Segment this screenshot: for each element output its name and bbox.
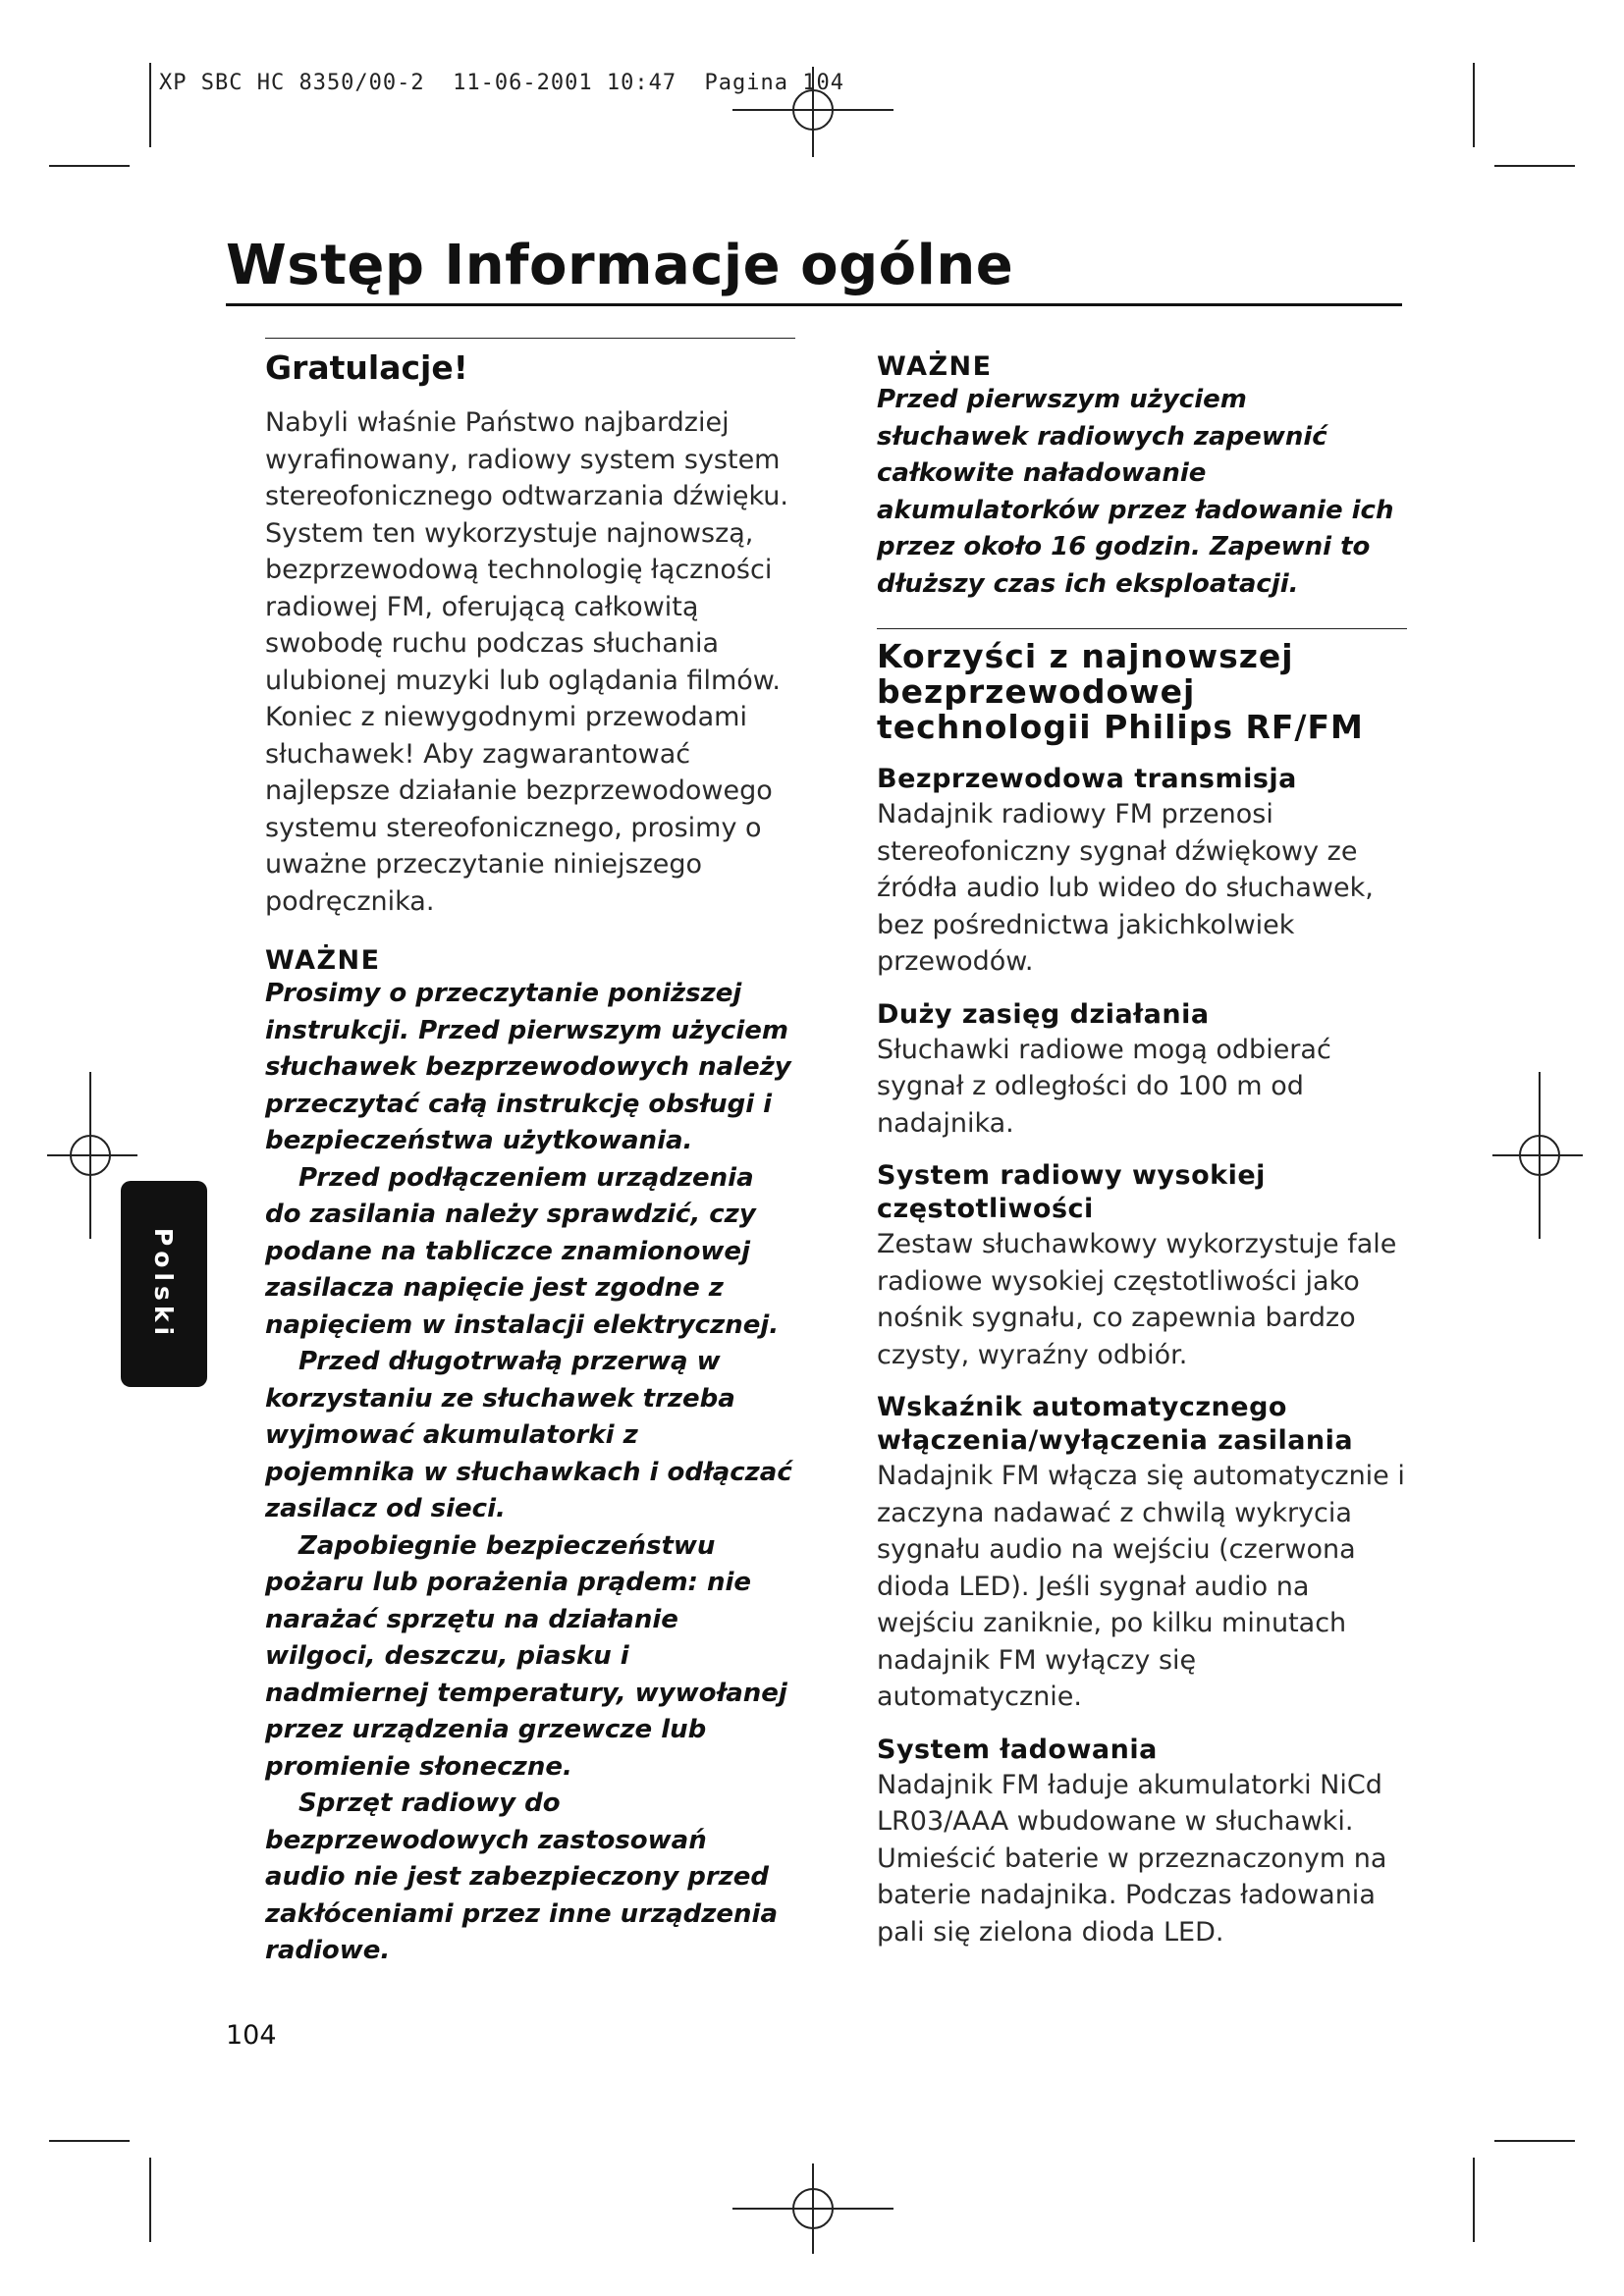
- feature-section: [877, 1734, 1407, 1951]
- feature-title: System ładowania: [877, 1734, 1158, 1765]
- important-heading: WAŻNE: [877, 351, 993, 382]
- important-paragraph: Przed długotrwałą przerwą w korzystaniu ze słuchawek trzeba wyjmować akumulatorki z pojemnika w słuchawkach i odłączać zasilacz od sieci.: [265, 1347, 792, 1523]
- registration-mark-bottom: [732, 2160, 893, 2258]
- left-column: [265, 338, 795, 1970]
- language-tab: [121, 1181, 207, 1387]
- feature-section: [877, 1391, 1407, 1716]
- crop-mark-bottom-left-v: [149, 2158, 151, 2242]
- feature-text: Nadajnik FM ładuje akumulatorki NiCd LR03/AAA wbudowane w słuchawki. Umieścić baterie w przeznaczonym na baterie nadajnika. Podczas ładowania pali się zielona dioda LED.: [877, 1769, 1387, 1948]
- section-rule: [877, 628, 1407, 629]
- feature-text: Zestaw słuchawkowy wykorzystuje fale radiowe wysokiej częstotliwości jako nośnik sygnału, co zapewnia bardzo czysty, wyraźny odbiór.: [877, 1229, 1397, 1370]
- feature-title: Bezprzewodowa transmisja: [877, 764, 1297, 794]
- registration-mark-right: [1489, 1072, 1587, 1239]
- feature-title: Wskaźnik automatycznego włączenia/wyłączenia zasilania: [877, 1392, 1354, 1456]
- charging-notice: [877, 351, 1407, 603]
- crop-mark-top-right-h: [1494, 165, 1575, 167]
- section-rule: [265, 338, 795, 339]
- feature-text: Słuchawki radiowe mogą odbierać sygnał z odległości do 100 m od nadajnika.: [877, 1034, 1331, 1139]
- important-notice: [265, 945, 795, 1970]
- benefits-heading: Korzyści z najnowszej bezprzewodowej technologii Philips RF/FM: [877, 637, 1364, 746]
- feature-title: System radiowy wysokiej częstotliwości: [877, 1160, 1266, 1224]
- registration-mark-top: [732, 63, 893, 161]
- print-slug: XP SBC HC 8350/00-2 11-06-2001 10:47 Pagina 104: [159, 71, 845, 95]
- important-paragraph: Prosimy o przeczytanie poniższej instrukcji. Przed pierwszym użyciem słuchawek bezprzewodowych należy przeczytać całą instrukcję obsługi i bezpieczeństwa użytkowania.: [265, 979, 791, 1155]
- feature-text: Nadajnik FM włącza się automatycznie i zaczyna nadawać z chwilą wykrycia sygnału audio na wejściu (czerwona dioda LED). Jeśli sygnał audio na wejściu zaniknie, po kilku minutach nadajnik FM wyłączy się automatycznie.: [877, 1461, 1405, 1712]
- important-heading: WAŻNE: [265, 945, 381, 976]
- crop-mark-top-right-v: [1473, 63, 1475, 147]
- feature-title: Duży zasięg działania: [877, 998, 1210, 1030]
- language-tab-label: Polski: [149, 1227, 179, 1341]
- congratulations-heading: Gratulacje!: [265, 348, 468, 387]
- crop-mark-top-left-v: [149, 63, 151, 147]
- page-number: 104: [226, 2020, 277, 2051]
- intro-paragraph: Nabyli właśnie Państwo najbardziej wyrafinowany, radiowy system system stereofonicznego odtwarzania dźwięku. System ten wykorzystuje najnowszą, bezprzewodową technologię łączności radiowej FM, oferującą całkowitą swobodę ruchu podczas słuchania ulubionej muzyki lub oglądania filmów. Koniec z niewygodnymi przewodami słuchawek! Aby zagwarantować najlepsze działanie bezprzewodowego systemu stereofonicznego, prosimy o uważne przeczytanie niniejszego podręcznika.: [265, 407, 788, 917]
- crop-mark-bottom-right-h: [1494, 2140, 1575, 2142]
- crop-mark-bottom-left-h: [49, 2140, 130, 2142]
- page-title: Wstęp Informacje ogólne: [226, 234, 1014, 297]
- feature-section: [877, 998, 1407, 1143]
- crop-mark-top-left-h: [49, 165, 130, 167]
- crop-mark-bottom-right-v: [1473, 2158, 1475, 2242]
- important-paragraph: Zapobiegnie bezpieczeństwu pożaru lub porażenia prądem: nie narażać sprzętu na działanie wilgoci, deszczu, piasku i nadmiernej temperatury, wywołanej przez urządzenia grzewcze lub promienie słoneczne.: [265, 1530, 787, 1782]
- important-paragraph: Sprzęt radiowy do bezprzewodowych zastosowań audio nie jest zabezpieczony przed zakłóceniami przez inne urządzenia radiowe.: [265, 1789, 779, 1965]
- feature-section: [877, 1159, 1407, 1373]
- right-column: [877, 338, 1407, 1950]
- charging-notice-text: Przed pierwszym użyciem słuchawek radiowych zapewnić całkowite naładowanie akumulatorków przez ładowanie ich przez około 16 godzin. Zapewni to dłuższy czas ich eksploatacji.: [877, 385, 1394, 599]
- important-paragraph: Przed podłączeniem urządzenia do zasilania należy sprawdzić, czy podane na tabliczce znamionowej zasilacza napięcie jest zgodne z napięciem w instalacji elektrycznej.: [265, 1162, 780, 1340]
- title-rule: [226, 303, 1402, 306]
- feature-section: [877, 763, 1407, 981]
- feature-text: Nadajnik radiowy FM przenosi stereofoniczny sygnał dźwiękowy ze źródła audio lub wideo do słuchawek, bez pośrednictwa jakichkolwiek przewodów.: [877, 799, 1374, 977]
